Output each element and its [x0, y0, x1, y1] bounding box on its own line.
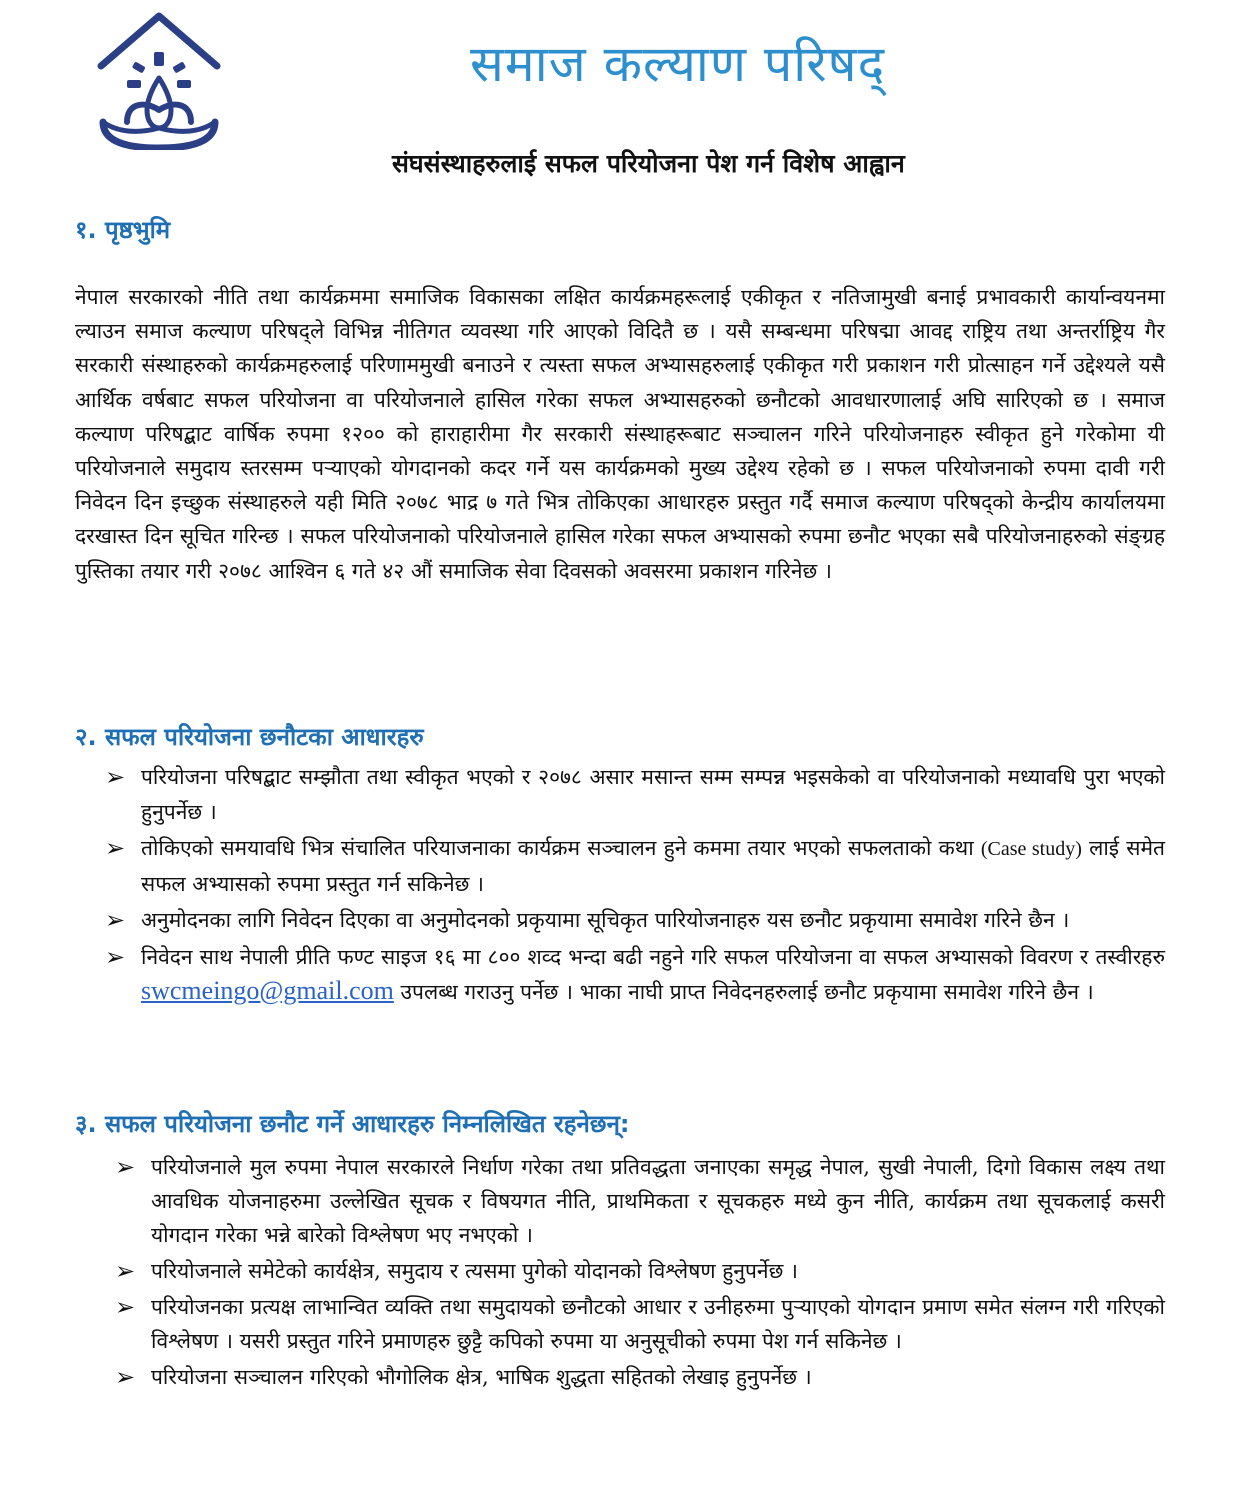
arrow-bullet-icon: ➢ — [115, 1363, 136, 1391]
document-title: संघसंस्थाहरुलाई सफल परियोजना पेश गर्न विशेष आह्वान — [392, 149, 905, 178]
evaluation-criteria-list — [115, 1150, 1165, 1396]
arrow-bullet-icon: ➢ — [115, 1153, 136, 1181]
selection-basis-list — [105, 760, 1165, 1012]
arrow-bullet-icon: ➢ — [115, 1257, 136, 1285]
list-item-text: उपलब्ध गराउनु पर्नेछ । भाका नाघी प्राप्त निवेदनहरुलाई छनौट प्रकृयामा समावेश गरिने छैन । — [400, 980, 1094, 1004]
email-link[interactable]: swcmeingo@gmail.com — [141, 976, 394, 1005]
list-item — [115, 1360, 1165, 1394]
section-3-heading: ३. सफल परियोजना छनौट गर्ने आधारहरु निम्नलिखित रहनेछन्: — [75, 1110, 630, 1138]
background-paragraph: नेपाल सरकारको नीति तथा कार्यक्रममा समाजिक विकासका लक्षित कार्यक्रमहरूलाई एकीकृत र नतिजामुखी बनाई प्रभावकारी कार्यान्वयनमा ल्याउन समाज कल्याण परिषद्ले विभिन्न नीतिगत व्यवस्था गरि आएको विदितै छ । यसै सम्बन्धमा परिषद्मा आवद्द राष्ट्रिय तथा अन्तर्राष्ट्रिय गैर सरकारी संस्थाहरुको कार्यक्रमहरुलाई परिणाममुखी बनाउने र त्यस्ता सफल अभ्यासहरुलाई एकीकृत गरी प्रकाशन गरी प्रोत्साहन गर्ने उद्देश्यले यसै आर्थिक वर्षबाट सफल परियोजना वा परियोजनाले हासिल गरेका सफल अभ्यासहरुको छनौटको आवधारणालाई अघि सारिएको छ । समाज कल्याण परिषद्बाट वार्षिक रुपमा १२०० को हाराहारीमा गैर सरकारी संस्थाहरूबाट सञ्चालन गरिने परियोजनाहरु स्वीकृत हुने गरेकोमा यी परियोजनाले समुदाय स्तरसम्म पर्‍याएको योगदानको कदर गर्ने यस कार्यक्रमको मुख्य उद्देश्य रहेको छ । सफल परियोजनाको रुपमा दावी गरी निवेदन दिन इच्छुक संस्थाहरुले यही मिति २०७८ भाद्र ७ गते भित्र तोकिएका आधारहरु प्रस्तुत गर्दै समाज कल्याण परिषद्को केन्द्रीय कार्यालयमा दरखास्त दिन सूचित गरिन्छ । सफल परियोजनाको परियोजनाले हासिल गरेका सफल अभ्यासको रुपमा छनौट भएका सबै परियोजनाहरुको संङ्ग्रह पुस्तिका तयार गरी २०७८ आश्विन ६ गते ४२ औं समाजिक सेवा दिवसको अवसरमा प्रकाशन गरिनेछ । — [75, 285, 1165, 583]
list-item-text: परियोजनका प्रत्यक्ष लाभान्वित व्यक्ति तथा समुदायको छनौटको आधार र उनीहरुमा पुऱ्याएको योगदान प्रमाण समेत संलग्न गरी गरिएको विश्लेषण । यसरी प्रस्तुत गरिने प्रमाणहरु छुट्टै कपिको रुपमा या अनुसूचीको रुपमा पेश गर्न सकिनेछ । — [151, 1295, 1165, 1353]
list-item-text: तोकिएको समयावधि भित्र संचालित परियाजनाका कार्यक्रम सञ्चालन हुने कममा तयार भएको सफलताको कथा — [141, 836, 974, 860]
list-item-text: निवेदन साथ नेपाली प्रीति फण्ट साइज १६ मा ८०० शव्द भन्दा बढी नहुने गरि सफल परियोजना वा सफल अभ्यासको विवरण र तस्वीरहरु — [141, 944, 1165, 969]
list-item — [115, 1150, 1165, 1252]
list-item — [105, 903, 1165, 938]
list-item-text: लाई समेत सफल अभ्यासको रुपमा प्रस्तुत गर्न सकिनेछ । — [141, 836, 1165, 896]
list-item-text: परियोजना परिषद्बाट सम्झौता तथा स्वीकृत भएको र २०७८ असार मसान्त सम्म सम्पन्न भइसकेको वा परियोजनाको मध्यावधि पुरा भएको हुनुपर्नेछ । — [141, 765, 1165, 824]
list-item-text: अनुमोदनका लागि निवेदन दिएका वा अनुमोदनको प्रकृयामा सूचिकृत पारियोजनाहरु यस छनौट प्रकृयामा समावेश गरिने छैन । — [141, 908, 1070, 932]
case-study-label: (Case study) — [980, 838, 1082, 860]
swc-logo-icon — [97, 12, 221, 150]
arrow-bullet-icon: ➢ — [105, 942, 126, 971]
list-item — [115, 1290, 1165, 1358]
list-item-text: परियोजना सञ्चालन गरिएको भौगोलिक क्षेत्र, भाषिक शुद्धता सहितको लेखाइ हुनुपर्नेछ । — [151, 1365, 812, 1389]
list-item-text: परियोजनाले मुल रुपमा नेपाल सरकारले निर्धाण गरेका तथा प्रतिवद्धता जनाएका समृद्ध नेपाल, सुखी नेपाली, दिगो विकास लक्ष्य तथा आवधिक योजनाहरुमा उल्लेखित सूचक र विषयगत नीति, प्राथमिकता र सूचकहरु मध्ये कुन नीति, कार्यक्रम तथा सूचकलाई कसरी योगदान गरेका भन्ने बारेको विश्लेषण भए नभएको । — [151, 1155, 1165, 1247]
organization-name: समाज कल्याण परिषद् — [470, 35, 886, 93]
list-item — [105, 760, 1165, 829]
list-item — [105, 940, 1165, 1010]
arrow-bullet-icon: ➢ — [115, 1293, 136, 1321]
arrow-bullet-icon: ➢ — [105, 906, 126, 934]
list-item — [115, 1254, 1165, 1288]
arrow-bullet-icon: ➢ — [105, 834, 126, 862]
list-item — [105, 831, 1165, 901]
section-1-heading: १. पृष्ठभुमि — [75, 216, 171, 244]
list-item-text: परियोजनाले समेटेको कार्यक्षेत्र, समुदाय र त्यसमा पुगेको योदानको विश्लेषण हुनुपर्नेछ । — [151, 1259, 798, 1283]
arrow-bullet-icon: ➢ — [105, 763, 126, 791]
section-2-heading: २. सफल परियोजना छनौटका आधारहरु — [75, 723, 424, 751]
